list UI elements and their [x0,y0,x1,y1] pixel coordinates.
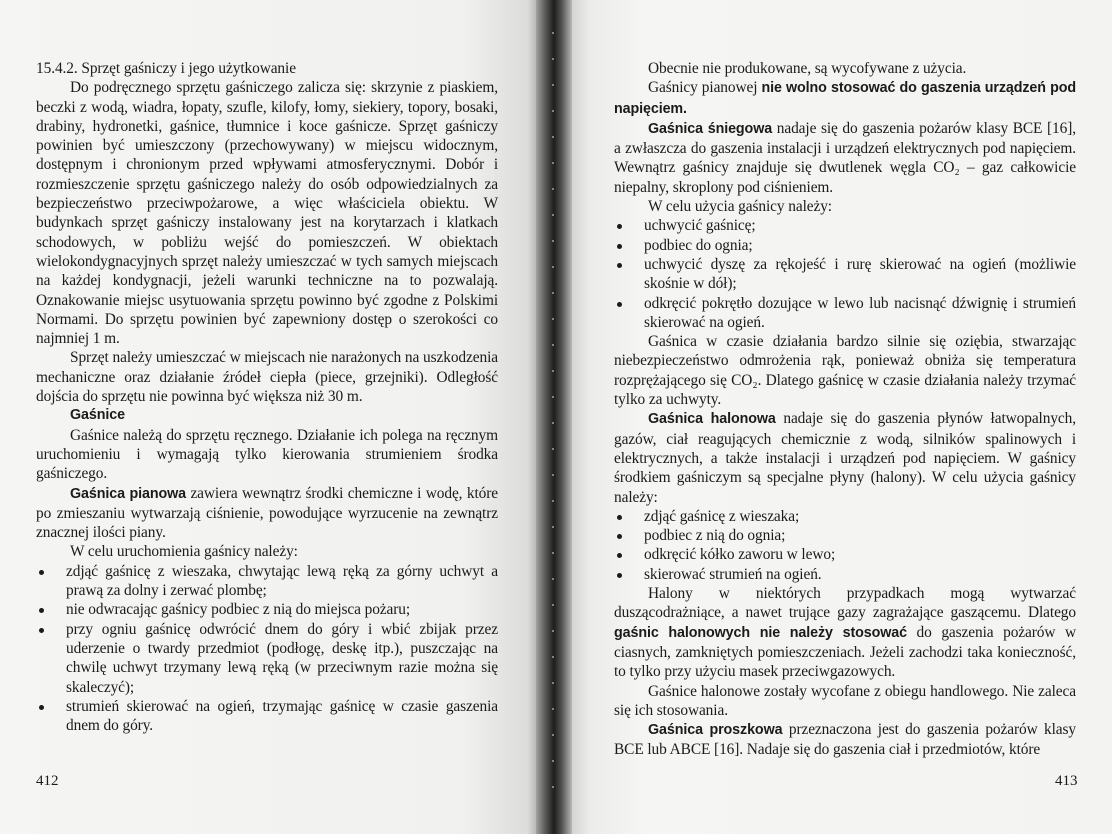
list-item: odkręcić kółko zaworu w lewo; [614,545,1076,564]
paragraph: Gaśnice należą do sprzętu ręcznego. Działanie ich polega na ręcznym uruchomieniu i wymagają tylko kierowania strumieniem środka gaśniczego. [36,426,498,483]
paragraph: Gaśnica w czasie działania bardzo silnie się oziębia, stwarzając niebezpieczeństwo odmrożenia rąk, ponieważ obniża się temperatura rozprężającego się CO₂. Dlatego gaśnicę w czasie działania należy trzymać tylko za uchwyty. [614,333,1076,409]
paragraph: Sprzęt należy umieszczać w miejscach nie narażonych na uszkodzenia mechaniczne oraz działanie źródeł ciepła (piece, grzejniki). Odległość dojścia do sprzętu nie powinna być większa niż 30 m. [36,349,498,406]
paragraph-text: nadaje się do gaszenia płynów łatwopalnych, gazów, ciał reagujących chemicznie z wodą, silników spalinowych i elektrycznych, a także instalacji i urządzeń pod napięciem. W gaśnicy środkiem gaśniczym są specjalne płyny (halony). W celu użycia gaśnicy należy: [614,410,1076,506]
paragraph-text: przeznaczona jest do gaszenia pożarów klasy BCE lub ABCE [16]. Nadaje się do gaszenia ciał i przedmiotów, które [614,721,1076,759]
paragraph-text: Halony w niektórych przypadkach mogą wytwarzać duszącodrażniące, a nawet trujące gazy zagrażające gaszącemu. Dlatego [614,585,1076,622]
term-gasnica-pianowa: Gaśnica pianowa [70,485,186,502]
list-item: podbiec z nią do ognia; [614,526,1076,545]
list-item: nie odwracając gaśnicy podbiec z nią do miejsca pożaru; [36,600,498,619]
paragraph-text: do gaszenia pożarów w ciasnych, zamkniętych pomieszczeniach. Jeżeli zachodzi taka konieczność, to tylko przy użyciu masek przeciwgazowych. [614,623,1076,681]
term-gasnica-sniegowa: Gaśnica śniegowa [648,120,773,137]
paragraph [614,584,1076,681]
paragraph: Obecnie nie produkowane, są wycofywane z użycia. [648,60,967,77]
paragraph-text: zawiera wewnątrz środki chemiczne i wodę, które po zmieszaniu wytwarzają ciśnienie, powodujące wyrzucenie na zewnątrz znacznej ilości piany. [36,484,498,542]
paragraph [614,119,1076,197]
list-item: przy ogniu gaśnicę odwrócić dnem do góry i wbić zbijak przez uderzenie o twardy przedmiot (podłogę, deskę itp.), puszczając na chwilę uchwyt trzymany lewą ręką (w przeciwnym razie można się skaleczyć); [36,620,498,697]
paragraph [614,409,1076,506]
bullet-list [614,216,1076,332]
warning-text: nie wolno stosować do gaszenia urządzeń pod napięciem. [614,80,1076,117]
term-gasnica-proszkowa: Gaśnica proszkowa [648,722,783,739]
paragraph-text: Gaśnicy pianowej [648,79,762,97]
list-item: uchwycić dyszę za rękojeść i rurę skierować na ogień (możliwie skośnie w dół); [614,255,1076,294]
paragraph-text: nadaje się do gaszenia pożarów klasy BCE [16], a zwłaszcza do gaszenia instalacji i urządzeń elektrycznych pod napięciem. Wewnątrz gaśnicy znajduje się dwutlenek węgla CO₂ – gaz całkowicie niepalny, skroplony pod ciśnieniem. [614,119,1077,196]
paragraph: Gaśnice halonowe zostały wycofane z obiegu handlowego. Nie zaleca się ich stosowania. [614,682,1076,719]
list-item: uchwycić gaśnicę; [614,216,1076,235]
warning-text: gaśnic halonowych nie należy stosować [614,624,907,641]
bullet-list [36,562,498,736]
list-item: skierować strumień na ogień. [614,565,1076,584]
list-item: strumień skierować na ogień, trzymając gaśnicę w czasie gaszenia dnem do góry. [36,697,498,736]
list-item: zdjąć gaśnicę z wieszaka; [614,507,1076,526]
left-page-text [36,59,498,735]
list-item: zdjąć gaśnicę z wieszaka, chwytając lewą ręką za górny uchwyt a prawą za dolny i zerwać plombę; [36,562,498,601]
paragraph [614,720,1076,760]
bullet-list [614,507,1076,584]
list-item: odkręcić pokrętło dozujące w lewo lub nacisnąć dźwignię i strumień skierować na ogień. [614,294,1076,333]
paragraph [36,484,498,543]
section-heading: 15.4.2. Sprzęt gaśniczy i jego użytkowanie [36,60,296,77]
subheading-gasnice: Gaśnice [70,407,125,424]
right-page-text [614,59,1076,760]
paragraph: Do podręcznego sprzętu gaśniczego zalicza się: skrzynie z piaskiem, beczki z wodą, wiadra, łopaty, szufle, kilofy, łomy, siekiery, topory, bosaki, drabiny, hydronetki, gaśnice, tłumnice i koce gaśnicze. Sprzęt gaśniczy powinien być umieszczony (przechowywany) w miejscu widocznym, dostępnym i chronionym przed wpływami atmosferycznymi. Dobór i rozmieszczenie sprzętu gaśniczego należy do osób odpowiedzialnych za bezpieczeństwo przeciwpożarowe, a więc właściciela obiektu. W budynkach sprzęt gaśniczy instalowany jest na korytarzach i klatkach schodowych, w pobliżu wejść do pomieszczeń. W obiektach wielokondygnacyjnych sprzęt należy umieszczać w tych samych miejscach na każdej kondygnacji, jeżeli warunki techniczne na to pozwalają. Oznakowanie miejsc usytuowania sprzętu powinno być zgodne z Polskimi Normami. Do sprzętu powinien być zapewniony dostęp o szerokości co najmniej 1 m. [36,79,498,348]
list-item: podbiec do ognia; [614,236,1076,255]
gutter-binding-marks [551,20,555,810]
page-number-right: 413 [1055,773,1078,789]
term-gasnica-halonowa: Gaśnica halonowa [648,411,776,428]
paragraph: W celu uruchomienia gaśnicy należy: [70,543,298,561]
page-number-left: 412 [36,773,59,789]
paragraph: W celu użycia gaśnicy należy: [648,198,832,216]
paragraph [614,78,1076,119]
